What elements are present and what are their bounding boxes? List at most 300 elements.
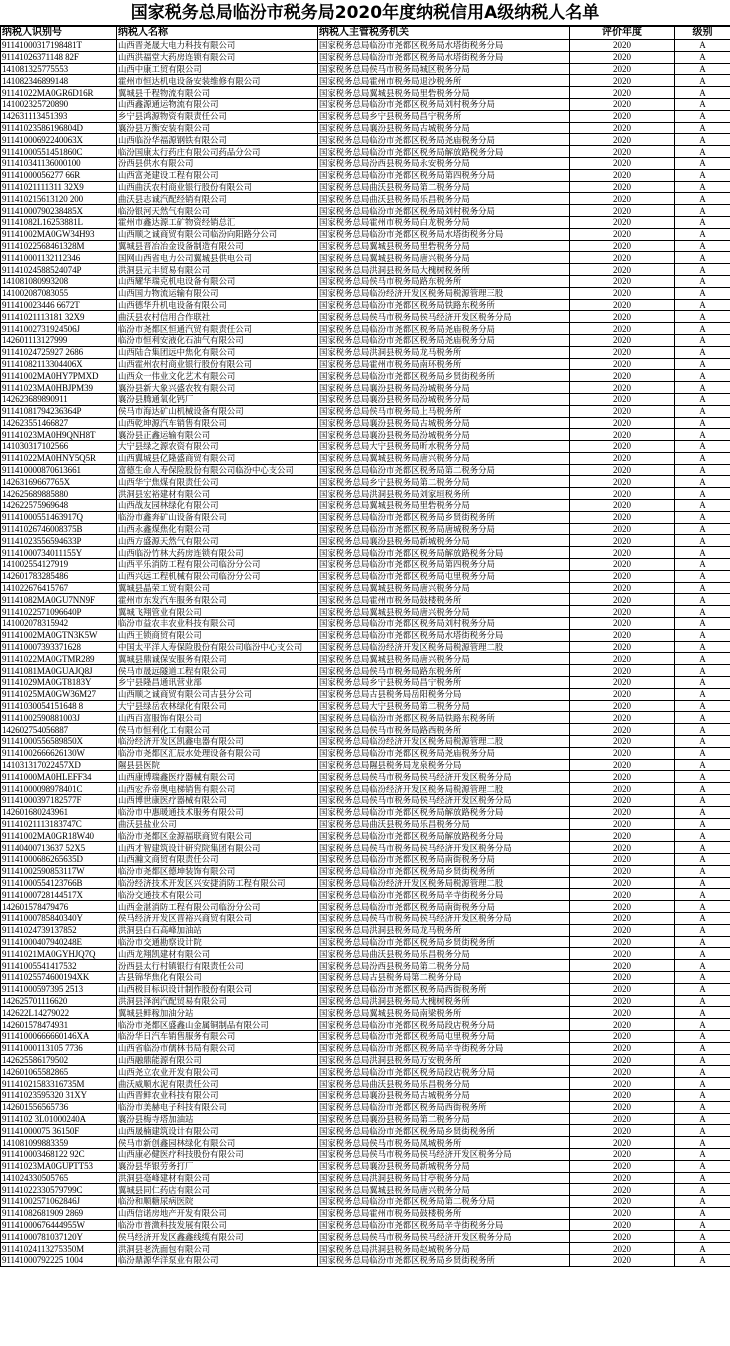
- taxpayer-name-cell: 山西战友园林绿化有限公司: [117, 500, 318, 512]
- evaluation-year-cell: 2020: [570, 1160, 675, 1172]
- evaluation-year-cell: 2020: [570, 228, 675, 240]
- taxpayer-id-cell: 91141022568461328M: [1, 240, 117, 252]
- taxpayer-id-cell: 91141081794236364P: [1, 405, 117, 417]
- taxpayer-name-cell: 襄汾县万衡安装有限公司: [117, 122, 318, 134]
- taxpayer-id-cell: 91141002590853117W: [1, 865, 117, 877]
- tax-authority-cell: 国家税务总局曲沃县税务局乐昌税务分局: [318, 948, 570, 960]
- grade-cell: A: [675, 677, 730, 689]
- taxpayer-name-cell: 霍州市东发汽车服务有限公司: [117, 594, 318, 606]
- table-row: [1, 582, 730, 594]
- grade-cell: A: [675, 228, 730, 240]
- taxpayer-id-cell: 91141002MA0GTN3K5W: [1, 629, 117, 641]
- grade-cell: A: [675, 618, 730, 630]
- tax-authority-cell: 国家税务总局曲沃县税务局第二税务分局: [318, 181, 570, 193]
- table-row: [1, 971, 730, 983]
- table-row: [1, 98, 730, 110]
- grade-cell: A: [675, 476, 730, 488]
- table-row: [1, 1243, 730, 1255]
- table-row: [1, 665, 730, 677]
- tax-authority-cell: 国家税务总局临汾市尧都区税务局南街税务分局: [318, 901, 570, 913]
- tax-authority-cell: 国家税务总局临汾市尧都区税务局辛寺街税务分局: [318, 1042, 570, 1054]
- table-row: [1, 405, 730, 417]
- taxpayer-id-cell: 142601556565736: [1, 1101, 117, 1113]
- evaluation-year-cell: 2020: [570, 853, 675, 865]
- evaluation-year-cell: 2020: [570, 1089, 675, 1101]
- evaluation-year-cell: 2020: [570, 63, 675, 75]
- evaluation-year-cell: 2020: [570, 795, 675, 807]
- evaluation-year-cell: 2020: [570, 382, 675, 394]
- taxpayer-id-cell: 91141025574600194XK: [1, 971, 117, 983]
- evaluation-year-cell: 2020: [570, 936, 675, 948]
- evaluation-year-cell: 2020: [570, 618, 675, 630]
- taxpayer-name-cell: 临汾市恒利安液化石油气有限公司: [117, 334, 318, 346]
- table-row: [1, 653, 730, 665]
- grade-cell: A: [675, 1054, 730, 1066]
- taxpayer-id-cell: 9114102 3L01000240A: [1, 1113, 117, 1125]
- grade-cell: A: [675, 1007, 730, 1019]
- tax-authority-cell: 国家税务总局曲沃县税务局乐昌税务分局: [318, 818, 570, 830]
- grade-cell: A: [675, 346, 730, 358]
- taxpayer-id-cell: 91141082MA0GU7NN9F: [1, 594, 117, 606]
- evaluation-year-cell: 2020: [570, 653, 675, 665]
- taxpayer-name-cell: 山西晋尧晟大电力科技有限公司: [117, 40, 318, 52]
- taxpayer-name-cell: 侯马经济开发区晋裕兴商贸有限公司: [117, 912, 318, 924]
- grade-cell: A: [675, 712, 730, 724]
- evaluation-year-cell: 2020: [570, 665, 675, 677]
- tax-authority-cell: 国家税务总局乡宁县税务局第二税务分局: [318, 476, 570, 488]
- taxpayer-id-cell: 141081325775553: [1, 63, 117, 75]
- taxpayer-name-cell: 侯马市晟远隧道工程有限公司: [117, 665, 318, 677]
- taxpayer-name-cell: 曲沃县农村信用合作联社: [117, 311, 318, 323]
- taxpayer-name-cell: 山西永鑫煤焦化有限公司: [117, 523, 318, 535]
- taxpayer-name-cell: 临汾市鑫奔矿山设备有限公司: [117, 511, 318, 523]
- table-row: [1, 629, 730, 641]
- tax-authority-cell: 国家税务总局霍州市税务局鼓楼税务所: [318, 594, 570, 606]
- tax-authority-cell: 国家税务总局曲沃县税务局乐昌税务分局: [318, 193, 570, 205]
- table-row: [1, 535, 730, 547]
- tax-authority-cell: 国家税务总局临汾市尧都区税务局乡贤街税务所: [318, 511, 570, 523]
- taxpayer-name-cell: 山西国力物流运输有限公司: [117, 287, 318, 299]
- tax-authority-cell: 国家税务总局襄汾县税务局古城税务分局: [318, 1089, 570, 1101]
- taxpayer-name-cell: 山西尧立农业开发有限公司: [117, 1066, 318, 1078]
- evaluation-year-cell: 2020: [570, 1078, 675, 1090]
- tax-authority-cell: 国家税务总局临汾市尧都区税务局解放路税务分局: [318, 547, 570, 559]
- taxpayer-name-cell: 翼城县晋冶冶金设备制造有限公司: [117, 240, 318, 252]
- grade-cell: A: [675, 1184, 730, 1196]
- taxpayer-id-cell: 91141023MA0GUPTT53: [1, 1160, 117, 1172]
- taxpayer-id-cell: 911410023446 6672T: [1, 299, 117, 311]
- evaluation-year-cell: 2020: [570, 157, 675, 169]
- evaluation-year-cell: 2020: [570, 960, 675, 972]
- evaluation-year-cell: 2020: [570, 948, 675, 960]
- table-row: [1, 40, 730, 52]
- table-row: [1, 193, 730, 205]
- evaluation-year-cell: 2020: [570, 40, 675, 52]
- taxpayer-id-cell: 142622L14279022: [1, 1007, 117, 1019]
- grade-cell: A: [675, 1172, 730, 1184]
- grade-cell: A: [675, 653, 730, 665]
- taxpayer-id-cell: 91141082681909 2869: [1, 1207, 117, 1219]
- taxpayer-name-cell: 曲沃威顺水泥有限责任公司: [117, 1078, 318, 1090]
- taxpayer-name-cell: 山西陆合集团远中焦化有限公司: [117, 346, 318, 358]
- table-row: [1, 370, 730, 382]
- taxpayer-name-cell: 山西王锁商贸有限公司: [117, 629, 318, 641]
- grade-cell: A: [675, 570, 730, 582]
- taxpayer-name-cell: 山西融鼎能源有限公司: [117, 1054, 318, 1066]
- grade-cell: A: [675, 865, 730, 877]
- table-row: [1, 547, 730, 559]
- tax-authority-cell: 国家税务总局临汾市尧都区税务局第二税务分局: [318, 1196, 570, 1208]
- table-row: [1, 488, 730, 500]
- taxpayer-name-cell: 襄汾县梅寺塔加油站: [117, 1113, 318, 1125]
- taxpayer-name-cell: 中国太平洋人寿保险股份有限公司临汾中心支公司: [117, 641, 318, 653]
- evaluation-year-cell: 2020: [570, 334, 675, 346]
- evaluation-year-cell: 2020: [570, 181, 675, 193]
- taxpayer-id-cell: 91141023586196804D: [1, 122, 117, 134]
- taxpayer-id-cell: 91141005541417532: [1, 960, 117, 972]
- taxpayer-name-cell: 山西宏乔帝奥电梯销售有限公司: [117, 783, 318, 795]
- taxpayer-id-cell: 142622575969648: [1, 500, 117, 512]
- grade-cell: A: [675, 311, 730, 323]
- grade-cell: A: [675, 441, 730, 453]
- evaluation-year-cell: 2020: [570, 877, 675, 889]
- taxpayer-name-cell: 山西中康工贸有限公司: [117, 63, 318, 75]
- tax-authority-cell: 国家税务总局临汾市尧都区税务局解放路税务分局: [318, 806, 570, 818]
- table-row: [1, 936, 730, 948]
- tax-authority-cell: 国家税务总局翼城县税务局唐兴税务分局: [318, 252, 570, 264]
- tax-authority-cell: 国家税务总局临汾市尧都区税务局尧庙税务分局: [318, 334, 570, 346]
- taxpayer-id-cell: 91141000781037120Y: [1, 1231, 117, 1243]
- table-row: [1, 51, 730, 63]
- taxpayer-name-cell: 洪洞县泽润汽配贸易有限公司: [117, 995, 318, 1007]
- tax-authority-cell: 国家税务总局侯马市税务局侯马经济开发区税务分局: [318, 771, 570, 783]
- taxpayer-id-cell: 91141082113304406X: [1, 358, 117, 370]
- grade-cell: A: [675, 134, 730, 146]
- grade-cell: A: [675, 500, 730, 512]
- taxpayer-name-cell: 洪洞县毫峰建材有限公司: [117, 1172, 318, 1184]
- tax-authority-cell: 国家税务总局襄汾县税务局汾城税务分局: [318, 429, 570, 441]
- table-row: [1, 358, 730, 370]
- grade-cell: A: [675, 700, 730, 712]
- taxpayer-id-cell: 141081080993208: [1, 275, 117, 287]
- evaluation-year-cell: 2020: [570, 771, 675, 783]
- grade-cell: A: [675, 334, 730, 346]
- evaluation-year-cell: 2020: [570, 476, 675, 488]
- grade-cell: A: [675, 1019, 730, 1031]
- taxpayer-id-cell: 91141024588524074P: [1, 264, 117, 276]
- table-row: [1, 771, 730, 783]
- table-row: [1, 511, 730, 523]
- tax-authority-cell: 国家税务总局临汾市尧都区税务局乡贤街税务所: [318, 1125, 570, 1137]
- grade-cell: A: [675, 40, 730, 52]
- taxpayer-id-cell: 91141023556594633P: [1, 535, 117, 547]
- tax-authority-cell: 国家税务总局临汾市尧都区税务局解放路税务分局: [318, 830, 570, 842]
- table-row: [1, 842, 730, 854]
- taxpayer-id-cell: 91141000676444955W: [1, 1219, 117, 1231]
- table-row: [1, 830, 730, 842]
- taxpayer-id-cell: 91141023MA0H9QNH8T: [1, 429, 117, 441]
- grade-cell: A: [675, 358, 730, 370]
- taxpayer-name-cell: 襄汾县新大象兴盛农牧有限公司: [117, 382, 318, 394]
- taxpayer-name-cell: 临汾银河天然气有限公司: [117, 205, 318, 217]
- table-row: [1, 1007, 730, 1019]
- evaluation-year-cell: 2020: [570, 712, 675, 724]
- taxpayer-name-cell: 翼城县晶荣工贸有限公司: [117, 582, 318, 594]
- evaluation-year-cell: 2020: [570, 429, 675, 441]
- tax-authority-cell: 国家税务总局汾西县税务局第二税务分局: [318, 960, 570, 972]
- taxpayer-id-cell: 91141002MA0HY7PMXD: [1, 370, 117, 382]
- grade-cell: A: [675, 688, 730, 700]
- grade-cell: A: [675, 783, 730, 795]
- table-row: [1, 122, 730, 134]
- taxpayer-id-cell: 142623689890911: [1, 393, 117, 405]
- grade-cell: A: [675, 181, 730, 193]
- tax-authority-cell: 国家税务总局临汾经济开发区税务局税源管理二股: [318, 877, 570, 889]
- taxpayer-id-cell: 142623551466827: [1, 417, 117, 429]
- taxpayer-id-cell: 911410007393371628: [1, 641, 117, 653]
- evaluation-year-cell: 2020: [570, 169, 675, 181]
- taxpayer-id-cell: 141002078315942: [1, 618, 117, 630]
- evaluation-year-cell: 2020: [570, 393, 675, 405]
- table-row: [1, 146, 730, 158]
- evaluation-year-cell: 2020: [570, 983, 675, 995]
- taxpayer-id-cell: 91141022MA0HNY5Q5R: [1, 452, 117, 464]
- tax-authority-cell: 国家税务总局洪洞县税务局龙马税务所: [318, 924, 570, 936]
- grade-cell: A: [675, 252, 730, 264]
- taxpayer-name-cell: 山西康博瑞鑫医疗器械有限公司: [117, 771, 318, 783]
- table-row: [1, 1160, 730, 1172]
- taxpayer-id-cell: 911410001132112346: [1, 252, 117, 264]
- grade-cell: A: [675, 464, 730, 476]
- taxpayer-name-cell: 翼城县千程物流有限公司: [117, 87, 318, 99]
- grade-cell: A: [675, 405, 730, 417]
- evaluation-year-cell: 2020: [570, 51, 675, 63]
- taxpayer-name-cell: 翼城飞翔管业有限公司: [117, 606, 318, 618]
- evaluation-year-cell: 2020: [570, 1113, 675, 1125]
- tax-authority-cell: 国家税务总局侯马市税务局凤城税务所: [318, 1137, 570, 1149]
- taxpayer-id-cell: 142601065582865: [1, 1066, 117, 1078]
- taxpayer-name-cell: 山西康必健医疗科技股份有限公司: [117, 1148, 318, 1160]
- evaluation-year-cell: 2020: [570, 311, 675, 323]
- evaluation-year-cell: 2020: [570, 1148, 675, 1160]
- tax-authority-cell: 国家税务总局临汾市尧都区税务局第四税务分局: [318, 559, 570, 571]
- tax-authority-cell: 国家税务总局临汾市尧都区税务局辛寺街税务分局: [318, 1219, 570, 1231]
- tax-authority-cell: 国家税务总局临汾市尧都区税务局解放路税务分局: [318, 146, 570, 158]
- taxpayer-id-cell: 142625689885880: [1, 488, 117, 500]
- table-row: [1, 252, 730, 264]
- taxpayer-name-cell: 汾西县太行村镇银行有限责任公司: [117, 960, 318, 972]
- tax-authority-cell: 国家税务总局汾西县税务局永安税务分局: [318, 157, 570, 169]
- tax-authority-cell: 国家税务总局翼城县税务局唐兴税务分局: [318, 653, 570, 665]
- table-row: [1, 924, 730, 936]
- table-row: [1, 134, 730, 146]
- taxpayer-id-cell: 91141000407940248E: [1, 936, 117, 948]
- grade-cell: A: [675, 995, 730, 1007]
- table-row: [1, 216, 730, 228]
- table-row: [1, 1078, 730, 1090]
- taxpayer-id-cell: 142601113127999: [1, 334, 117, 346]
- evaluation-year-cell: 2020: [570, 500, 675, 512]
- taxpayer-name-cell: 霍州市鑫达源工矿物资经销总汇: [117, 216, 318, 228]
- evaluation-year-cell: 2020: [570, 559, 675, 571]
- tax-authority-cell: 国家税务总局霍州市税务局南环税务所: [318, 358, 570, 370]
- taxpayer-id-cell: 91141000098978401C: [1, 783, 117, 795]
- taxpayer-name-cell: 山西信诺房地产开发有限公司: [117, 1207, 318, 1219]
- grade-cell: A: [675, 594, 730, 606]
- grade-cell: A: [675, 547, 730, 559]
- grade-cell: A: [675, 582, 730, 594]
- taxpayer-id-cell: 91141000113105 7736: [1, 1042, 117, 1054]
- taxpayer-name-cell: 山西龙翔凯建材有限公司: [117, 948, 318, 960]
- table-row: [1, 1196, 730, 1208]
- evaluation-year-cell: 2020: [570, 417, 675, 429]
- taxpayer-name-cell: 翼城县鲜稼加油分站: [117, 1007, 318, 1019]
- taxpayer-id-cell: 91141026371148 82F: [1, 51, 117, 63]
- tax-authority-cell: 国家税务总局洪洞县税务局万安税务所: [318, 1054, 570, 1066]
- table-row: [1, 417, 730, 429]
- grade-cell: A: [675, 240, 730, 252]
- tax-authority-cell: 国家税务总局临汾市尧都区税务局尧庙税务分局: [318, 323, 570, 335]
- taxpayer-id-cell: 91141000728144517X: [1, 889, 117, 901]
- taxpayer-id-cell: 91141000785840340Y: [1, 912, 117, 924]
- table-row: [1, 618, 730, 630]
- table-row: [1, 594, 730, 606]
- evaluation-year-cell: 2020: [570, 1007, 675, 1019]
- evaluation-year-cell: 2020: [570, 75, 675, 87]
- taxpayer-name-cell: 山西百富服饰有限公司: [117, 712, 318, 724]
- taxpayer-table: [0, 26, 730, 1267]
- evaluation-year-cell: 2020: [570, 830, 675, 842]
- grade-cell: A: [675, 393, 730, 405]
- evaluation-year-cell: 2020: [570, 87, 675, 99]
- table-row: [1, 1089, 730, 1101]
- grade-cell: A: [675, 606, 730, 618]
- taxpayer-id-cell: 91141000790238485X: [1, 205, 117, 217]
- table-row: [1, 87, 730, 99]
- table-row: [1, 1101, 730, 1113]
- evaluation-year-cell: 2020: [570, 700, 675, 712]
- grade-cell: A: [675, 806, 730, 818]
- grade-cell: A: [675, 75, 730, 87]
- evaluation-year-cell: 2020: [570, 370, 675, 382]
- taxpayer-id-cell: 91141000597395 2513: [1, 983, 117, 995]
- taxpayer-name-cell: 山西省临汾市儒林书局有限公司: [117, 1042, 318, 1054]
- taxpayer-id-cell: 141022676415767: [1, 582, 117, 594]
- grade-cell: A: [675, 370, 730, 382]
- taxpayer-id-cell: 91141000397182577F: [1, 795, 117, 807]
- grade-cell: A: [675, 1089, 730, 1101]
- taxpayer-id-cell: 911410215613120 200: [1, 193, 117, 205]
- taxpayer-name-cell: 侯马市恒利化工有限公司: [117, 724, 318, 736]
- taxpayer-name-cell: 大宁县绿之源农资有限公司: [117, 441, 318, 453]
- evaluation-year-cell: 2020: [570, 1019, 675, 1031]
- evaluation-year-cell: 2020: [570, 1255, 675, 1267]
- table-row: [1, 275, 730, 287]
- table-row: [1, 806, 730, 818]
- evaluation-year-cell: 2020: [570, 1030, 675, 1042]
- evaluation-year-cell: 2020: [570, 747, 675, 759]
- grade-cell: A: [675, 1219, 730, 1231]
- evaluation-year-cell: 2020: [570, 323, 675, 335]
- evaluation-year-cell: 2020: [570, 405, 675, 417]
- tax-authority-cell: 国家税务总局翼城县税务局唐兴税务分局: [318, 606, 570, 618]
- taxpayer-name-cell: 山西临汾华福源钢铁有限公司: [117, 134, 318, 146]
- grade-cell: A: [675, 641, 730, 653]
- tax-authority-cell: 国家税务总局临汾市尧都区税务局乡贤街税务所: [318, 936, 570, 948]
- tax-authority-cell: 国家税务总局临汾市尧都区税务局第二税务分局: [318, 464, 570, 476]
- table-row: [1, 75, 730, 87]
- taxpayer-name-cell: 隰县县医院: [117, 759, 318, 771]
- grade-cell: A: [675, 1125, 730, 1137]
- tax-authority-cell: 国家税务总局临汾市尧都区税务局段店税务分局: [318, 1066, 570, 1078]
- tax-authority-cell: 国家税务总局翼城县税务局唐兴税务分局: [318, 452, 570, 464]
- table-row: [1, 476, 730, 488]
- grade-cell: A: [675, 535, 730, 547]
- tax-authority-cell: 国家税务总局侯马市税务局上马税务所: [318, 405, 570, 417]
- evaluation-year-cell: 2020: [570, 688, 675, 700]
- tax-authority-cell: 国家税务总局襄汾县税务局古城税务分局: [318, 122, 570, 134]
- taxpayer-name-cell: 翼城县同仁药店有限公司: [117, 1184, 318, 1196]
- grade-cell: A: [675, 51, 730, 63]
- tax-authority-cell: 国家税务总局洪洞县税务局龙马税务所: [318, 346, 570, 358]
- evaluation-year-cell: 2020: [570, 759, 675, 771]
- tax-authority-cell: 国家税务总局翼城县税务局里砦税务分局: [318, 87, 570, 99]
- grade-cell: A: [675, 169, 730, 181]
- evaluation-year-cell: 2020: [570, 488, 675, 500]
- grade-cell: A: [675, 1255, 730, 1267]
- evaluation-year-cell: 2020: [570, 912, 675, 924]
- tax-authority-cell: 国家税务总局临汾市尧都区税务局乡贤街税务所: [318, 1255, 570, 1267]
- document-title: 国家税务总局临汾市税务局2020年度纳税信用A级纳税人名单: [0, 0, 730, 26]
- evaluation-year-cell: 2020: [570, 783, 675, 795]
- taxpayer-name-cell: 山西兴远工程机械有限公司临汾分公司: [117, 570, 318, 582]
- header-taxpayer-name: 纳税人名称: [117, 27, 318, 40]
- taxpayer-id-cell: 91141002MA0GR18W40: [1, 830, 117, 842]
- taxpayer-name-cell: 临汾经济技术开发区兴安捷消防工程有限公司: [117, 877, 318, 889]
- taxpayer-name-cell: 洪洞县宏裕建材有限公司: [117, 488, 318, 500]
- table-row: [1, 877, 730, 889]
- tax-authority-cell: 国家税务总局临汾市尧都区税务局刘村税务分局: [318, 98, 570, 110]
- taxpayer-name-cell: 襄汾县正鑫运输有限公司: [117, 429, 318, 441]
- taxpayer-id-cell: 91141021MA0GYHJQ7Q: [1, 948, 117, 960]
- table-body: [1, 40, 730, 1267]
- tax-authority-cell: 国家税务总局临汾市尧都区税务局刘村税务分局: [318, 618, 570, 630]
- tax-authority-cell: 国家税务总局洪洞县税务局大槐树税务所: [318, 264, 570, 276]
- table-row: [1, 747, 730, 759]
- taxpayer-name-cell: 临汾市尧都区恒通汽贸有限责任公司: [117, 323, 318, 335]
- taxpayer-name-cell: 汾西县供水有限公司: [117, 157, 318, 169]
- taxpayer-name-cell: 山西乾坤源汽车销售有限公司: [117, 417, 318, 429]
- evaluation-year-cell: 2020: [570, 995, 675, 1007]
- taxpayer-name-cell: 洪洞县老洗面包有限公司: [117, 1243, 318, 1255]
- table-row: [1, 299, 730, 311]
- taxpayer-id-cell: 911410000870613661: [1, 464, 117, 476]
- table-row: [1, 110, 730, 122]
- taxpayer-name-cell: 山西翼城县亿隆盛商贸有限公司: [117, 452, 318, 464]
- grade-cell: A: [675, 63, 730, 75]
- table-row: [1, 818, 730, 830]
- tax-authority-cell: 国家税务总局临汾市尧都区税务局唐城税务分局: [318, 523, 570, 535]
- grade-cell: A: [675, 1160, 730, 1172]
- grade-cell: A: [675, 960, 730, 972]
- taxpayer-id-cell: 14263169667765X: [1, 476, 117, 488]
- header-evaluation-year: 评价年度: [570, 27, 675, 40]
- taxpayer-name-cell: 山西耀华瑞克机电设备有限公司: [117, 275, 318, 287]
- grade-cell: A: [675, 98, 730, 110]
- taxpayer-name-cell: 山西曲沃农村商业银行股份有限公司: [117, 181, 318, 193]
- tax-authority-cell: 国家税务总局临汾市尧都区税务局尧庙税务分局: [318, 134, 570, 146]
- evaluation-year-cell: 2020: [570, 806, 675, 818]
